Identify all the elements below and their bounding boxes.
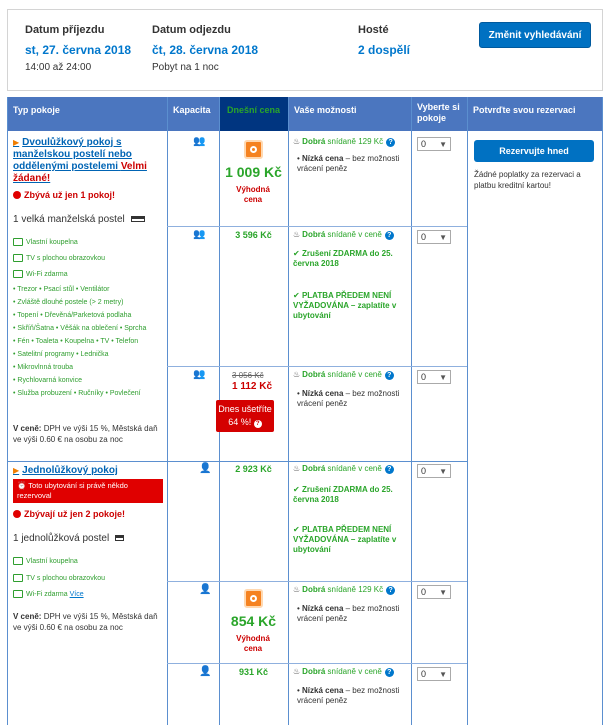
wifi-icon <box>13 270 23 278</box>
room1-tv: TV s plochou obrazovkou <box>13 252 105 265</box>
wifi-icon <box>13 590 23 598</box>
rate2-meal: ♨ Dobrá snídaně v ceně ? <box>293 230 394 240</box>
room1-wifi: Wi-Fi zdarma <box>13 268 68 281</box>
rate4-no-prepay: ✔ PLATBA PŘEDEM NENÍ VYŽADOVÁNA – zaplatíte v ubytování <box>293 525 397 554</box>
coffee-icon: ♨ <box>293 667 301 676</box>
amenity-line: • Fén • Toaleta • Koupelna • TV • Telefon <box>13 338 139 345</box>
coffee-icon: ♨ <box>293 370 301 379</box>
room1-demand-badge: Velmi žádané! <box>13 161 147 184</box>
expand-triangle-icon: ▶ <box>13 466 20 475</box>
col-room-type: Typ pokoje <box>13 105 60 115</box>
room1-tax-info: V ceně: DPH ve výši 15 %, Městská daň ve výši 0.60 € na osobu za noc <box>13 424 158 444</box>
rate5-deal-tag: Výhodná cena <box>236 634 270 653</box>
room2-tv: TV s plochou obrazovkou <box>13 572 105 585</box>
rate6-meal: ♨ Dobrá snídaně v ceně ? <box>293 667 394 677</box>
col-options: Vaše možnosti <box>294 105 357 115</box>
alert-dot-icon <box>13 191 21 199</box>
rate3-meal: ♨ Dobrá snídaně v ceně ? <box>293 370 394 380</box>
room-quantity-select[interactable]: 0 ▼ <box>417 585 451 599</box>
guests-label: Hosté <box>358 24 389 36</box>
room2-recent-booking-alert: ⏰ Toto ubytování si právě někdo rezervoval <box>13 479 163 503</box>
rate3-old-price: 3 056 Kč <box>232 371 264 380</box>
room2-wifi: Wi-Fi zdarma Více <box>13 588 84 601</box>
rate4-meal: ♨ Dobrá snídaně v ceně ? <box>293 464 394 474</box>
tv-icon <box>13 574 23 582</box>
checkout-block <box>152 24 258 73</box>
col-price: Dnešní cena <box>219 97 288 131</box>
genius-deal-icon <box>244 589 263 608</box>
room2-tax-info: V ceně: DPH ve výši 15 %, Městská daň ve výši 0.60 € na osobu za noc <box>13 612 158 632</box>
rate5-price: 854 Kč <box>230 613 277 629</box>
amenity-line: • Služba probuzení • Ručníky • Povlečení <box>13 390 141 397</box>
checkin-label: Datum příjezdu <box>25 24 105 36</box>
rate4-free-cancel: ✔ Zrušení ZDARMA do 25. června 2018 <box>293 485 393 504</box>
clock-icon: ⏰ <box>17 481 27 490</box>
capacity-1-icon: 👤 <box>199 463 212 474</box>
amenity-line: • Skříň/Šatna • Věšák na oblečení • Sprcha <box>13 325 147 332</box>
help-icon[interactable]: ? <box>386 138 395 147</box>
rate1-policy: • Nízká cena – bez možnosti vrácení peněz <box>297 154 400 173</box>
single-bed-icon <box>115 535 124 541</box>
booking-summary <box>7 9 603 91</box>
bath-icon <box>13 238 23 246</box>
help-icon[interactable]: ? <box>385 668 394 677</box>
genius-deal-icon <box>244 140 263 159</box>
coffee-icon: ♨ <box>293 137 301 146</box>
col-select-rooms: Vyberte si pokoje <box>417 102 460 123</box>
checkout-date: čt, 28. června 2018 <box>152 43 259 57</box>
col-capacity: Kapacita <box>173 105 211 115</box>
amenity-line: • Trezor • Psací stůl • Ventilátor <box>13 286 110 293</box>
rate1-meal: ♨ Dobrá snídaně 129 Kč ? <box>293 137 395 147</box>
checkin-time: 14:00 až 24:00 <box>25 62 92 73</box>
room1-bath: Vlastní koupelna <box>13 236 78 249</box>
room-quantity-select[interactable]: 0 ▼ <box>417 667 451 681</box>
checkout-label: Datum odjezdu <box>152 24 231 36</box>
amenity-line: • Satelitní programy • Lednička <box>13 351 109 358</box>
rate3-savings-badge: Dnes ušetříte 64 %! ? <box>216 400 274 432</box>
checkin-date: st, 27. června 2018 <box>25 43 132 57</box>
bath-icon <box>13 557 23 565</box>
rate3-policy: • Nízká cena – bez možnosti vrácení peněz <box>297 389 400 408</box>
rate5-policy: • Nízká cena – bez možnosti vrácení peněz <box>297 604 400 623</box>
room2-bed: 1 jednolůžková postel <box>13 533 124 544</box>
capacity-2-icon: 👥 <box>193 229 206 240</box>
amenity-line: • Zvláště dlouhé postele (> 2 metry) <box>13 299 124 306</box>
expand-triangle-icon: ▶ <box>13 138 20 147</box>
coffee-icon: ♨ <box>293 464 301 473</box>
rate2-price: 3 596 Kč <box>235 230 272 240</box>
room-table <box>7 97 603 725</box>
room1-bed: 1 velká manželská postel <box>13 214 145 225</box>
room1-amenities <box>13 283 165 400</box>
reserve-note: Žádné poplatky za rezervaci a platbu kreditní kartou! <box>474 170 581 190</box>
help-icon[interactable]: ? <box>386 586 395 595</box>
amenity-line: • Rychlovarná konvice <box>13 377 82 384</box>
rate2-free-cancel: ✔ Zrušení ZDARMA do 25. června 2018 <box>293 249 393 268</box>
room-quantity-select[interactable]: 0 ▼ <box>417 370 451 384</box>
rate4-price: 2 923 Kč <box>235 464 272 474</box>
change-search-button[interactable]: Změnit vyhledávání <box>479 22 591 48</box>
help-icon[interactable]: ? <box>385 231 394 240</box>
rate2-no-prepay: ✔ PLATBA PŘEDEM NENÍ VYŽADOVÁNA – zaplatíte v ubytování <box>293 291 397 320</box>
stay-length: Pobyt na 1 noc <box>152 62 219 73</box>
more-facilities-link[interactable]: Více <box>69 591 84 598</box>
guests-block <box>358 24 410 57</box>
col-confirm: Potvrďte svou rezervaci <box>473 105 576 115</box>
amenity-line: • Topení • Dřevěná/Parketová podlaha <box>13 312 132 319</box>
capacity-1-icon: 👤 <box>199 666 212 677</box>
rate6-policy: • Nízká cena – bez možnosti vrácení peněz <box>297 686 400 705</box>
table-header <box>7 97 603 131</box>
help-icon[interactable]: ? <box>385 465 394 474</box>
help-icon[interactable]: ? <box>254 420 262 428</box>
room1-title[interactable]: ▶ Dvoulůžkový pokoj s manželskou postelí nebo oddělenými postelemi Velmi žádané! <box>13 137 147 184</box>
room-quantity-select[interactable]: 0 ▼ <box>417 137 451 151</box>
tv-icon <box>13 254 23 262</box>
rate1-price: 1 009 Kč <box>225 164 282 180</box>
capacity-2-icon: 👥 <box>193 369 206 380</box>
reserve-now-button[interactable]: Rezervujte hned <box>474 140 594 162</box>
double-bed-icon <box>131 216 145 222</box>
room1-rooms-left: Zbývá už jen 1 pokoj! <box>13 190 115 200</box>
checkin-block <box>25 24 131 73</box>
rate3-price: 1 112 Kč <box>232 381 273 392</box>
rate1-deal-tag: Výhodná cena <box>236 185 270 204</box>
room-quantity-select[interactable]: 0 ▼ <box>417 464 451 478</box>
room2-rooms-left: Zbývají už jen 2 pokoje! <box>13 509 125 519</box>
guests-value: 2 dospělí <box>358 43 411 57</box>
room-quantity-select[interactable]: 0 ▼ <box>417 230 451 244</box>
help-icon[interactable]: ? <box>385 371 394 380</box>
rate6-price: 931 Kč <box>238 667 269 677</box>
room2-bath: Vlastní koupelna <box>13 555 78 568</box>
amenity-line: • Mikrovlnná trouba <box>13 364 74 371</box>
capacity-2-icon: 👥 <box>193 136 206 147</box>
room2-title[interactable]: ▶ Jednolůžkový pokoj <box>13 465 118 476</box>
coffee-icon: ♨ <box>293 585 301 594</box>
rate5-meal: ♨ Dobrá snídaně 129 Kč ? <box>293 585 395 595</box>
alert-dot-icon <box>13 510 21 518</box>
capacity-1-icon: 👤 <box>199 584 212 595</box>
coffee-icon: ♨ <box>293 230 301 239</box>
